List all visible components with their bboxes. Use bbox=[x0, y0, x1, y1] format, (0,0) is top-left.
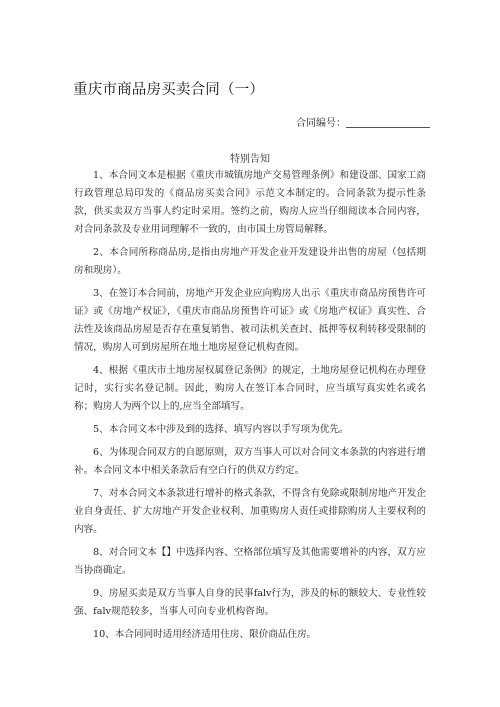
notice-paragraph: 8、对合同文本【】中选择内容、空格部位填写及其他需要增补的内容，双方应当协商确定。 bbox=[74, 547, 426, 576]
notice-paragraph: 9、房屋买卖是双方当事人自身的民事falv行为，涉及的标的额较大、专业性较强、falv规范较多，当事人可向专业机构咨询。 bbox=[74, 588, 426, 617]
notice-paragraph: 4、根据《重庆市土地房屋权属登记条例》的规定，土地房屋登记机构在办理登记时，实行实名登记制。因此，购房人在签订本合同时，应当填写真实姓名或名称；购房人为两个以上的,应当全部填写。 bbox=[74, 365, 426, 412]
notice-paragraph: 10、本合同同时适用经济适用住房、限价商品住房。 bbox=[93, 629, 317, 640]
contract-number-label: 合同编号： bbox=[296, 118, 346, 129]
contract-number-line bbox=[296, 114, 430, 129]
notice-paragraph: 5、本合同文本中涉及到的选择、填写内容以手写项为优先。 bbox=[93, 424, 349, 435]
notice-heading: 特别告知 bbox=[230, 154, 270, 165]
notice-paragraph: 7、对本合同文本条款进行增补的格式条款，不得含有免除或限制房地产开发企业自身责任、扩大房地产开发企业权利、加重购房人责任或排除购房人主要权利的内容。 bbox=[74, 488, 426, 535]
contract-number-blank bbox=[346, 117, 430, 128]
notice-paragraph: 2、本合同所称商品房,是指由房地产开发企业开发建设并出售的房屋（包括期房和现房）。 bbox=[74, 247, 426, 276]
document-title: 重庆市商品房买卖合同（一） bbox=[73, 82, 265, 98]
notice-body bbox=[74, 167, 426, 649]
notice-paragraph: 6、为体现合同双方的自愿原则，双方当事人可以对合同文本条款的内容进行增补。本合同文本中相关条款后有空白行的供双方约定。 bbox=[74, 447, 426, 476]
notice-paragraph: 1、本合同文本是根据《重庆市城镇房地产交易管理条例》和建设部、国家工商行政管理总局印发的《商品房买卖合同》示范文本制定的。合同条款为提示性条款，供买卖双方当事人约定时采用。签约之前，购房人应当仔细阅读本合同内容，对合同条款及专业用词理解不一致的，由市国土房管局解释。 bbox=[74, 170, 426, 235]
notice-paragraph: 3、在签订本合同前，房地产开发企业应向购房人出示《重庆市商品房预售许可证》或《房地产权证》，《重庆市商品房预售许可证》或《房地产权证》真实性、合法性及该商品房屋是否存在重复销售、被司法机关查封、抵押等权利转移受限制的情况，购房人可到房屋所在地土地房屋登记机构查阅。 bbox=[74, 288, 426, 353]
